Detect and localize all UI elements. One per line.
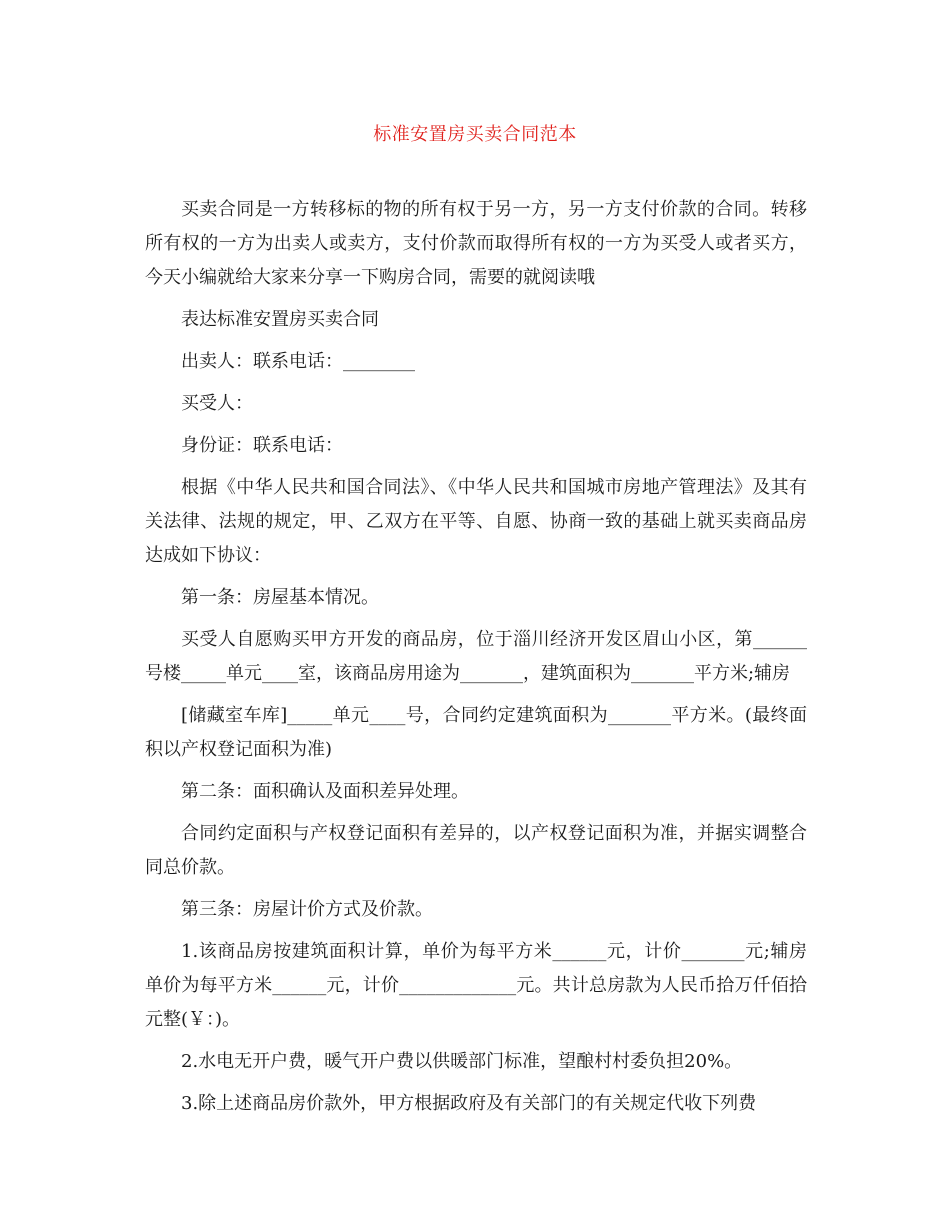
paragraph-article-2-body: 合同约定面积与产权登记面积有差异的，以产权登记面积为准，并据实调整合同总价款。: [145, 823, 807, 878]
paragraph-contract-name: 表达标准安置房买卖合同: [181, 309, 379, 330]
paragraph-article-3-item-3: 3.除上述商品房价款外，甲方根据政府及有关部门的有关规定代收下列费: [181, 1093, 757, 1114]
paragraph-article-3-heading: 第三条：房屋计价方式及价款。: [181, 899, 433, 920]
paragraph-id-card: 身份证：联系电话：: [181, 435, 343, 456]
paragraph-article-1-heading: 第一条：房屋基本情况。: [181, 587, 379, 608]
paragraph-seller: 出卖人：联系电话：________: [181, 351, 415, 372]
paragraph-buyer: 买受人：: [181, 393, 253, 414]
document-body: [145, 193, 807, 1129]
document-title: 标准安置房买卖合同范本: [373, 124, 577, 145]
paragraph-article-2-heading: 第二条：面积确认及面积差异处理。: [181, 781, 469, 802]
paragraph-legal-basis: 根据《中华人民共和国合同法》、《中华人民共和国城市房地产管理法》及其有关法律、法规的规定，甲、乙双方在平等、自愿、协商一致的基础上就买卖商品房达成如下协议：: [145, 477, 807, 566]
paragraph-article-1-body: 买受人自愿购买甲方开发的商品房，位于淄川经济开发区眉山小区，第______号楼_____单元____室，该商品房用途为_______，建筑面积为_______平方米;辅房: [145, 629, 807, 684]
paragraph-article-3-item-2: 2.水电无开户费，暖气开户费以供暖部门标准，望酿村村委负担20%。: [181, 1051, 743, 1072]
paragraph-article-3-item-1: 1.该商品房按建筑面积计算，单价为每平方米______元，计价_______元;辅房单价为每平方米______元，计价_____________元。共计总房款为人民币拾万仟佰拾元整(￥：)。: [145, 941, 807, 1030]
paragraph-storage-garage: [储藏室车库]_____单元____号，合同约定建筑面积为_______平方米。(最终面积以产权登记面积为准): [145, 705, 807, 760]
paragraph-intro: 买卖合同是一方转移标的物的所有权于另一方，另一方支付价款的合同。转移所有权的一方为出卖人或卖方，支付价款而取得所有权的一方为买受人或者买方，今天小编就给大家来分享一下购房合同，需要的就阅读哦: [145, 199, 807, 288]
